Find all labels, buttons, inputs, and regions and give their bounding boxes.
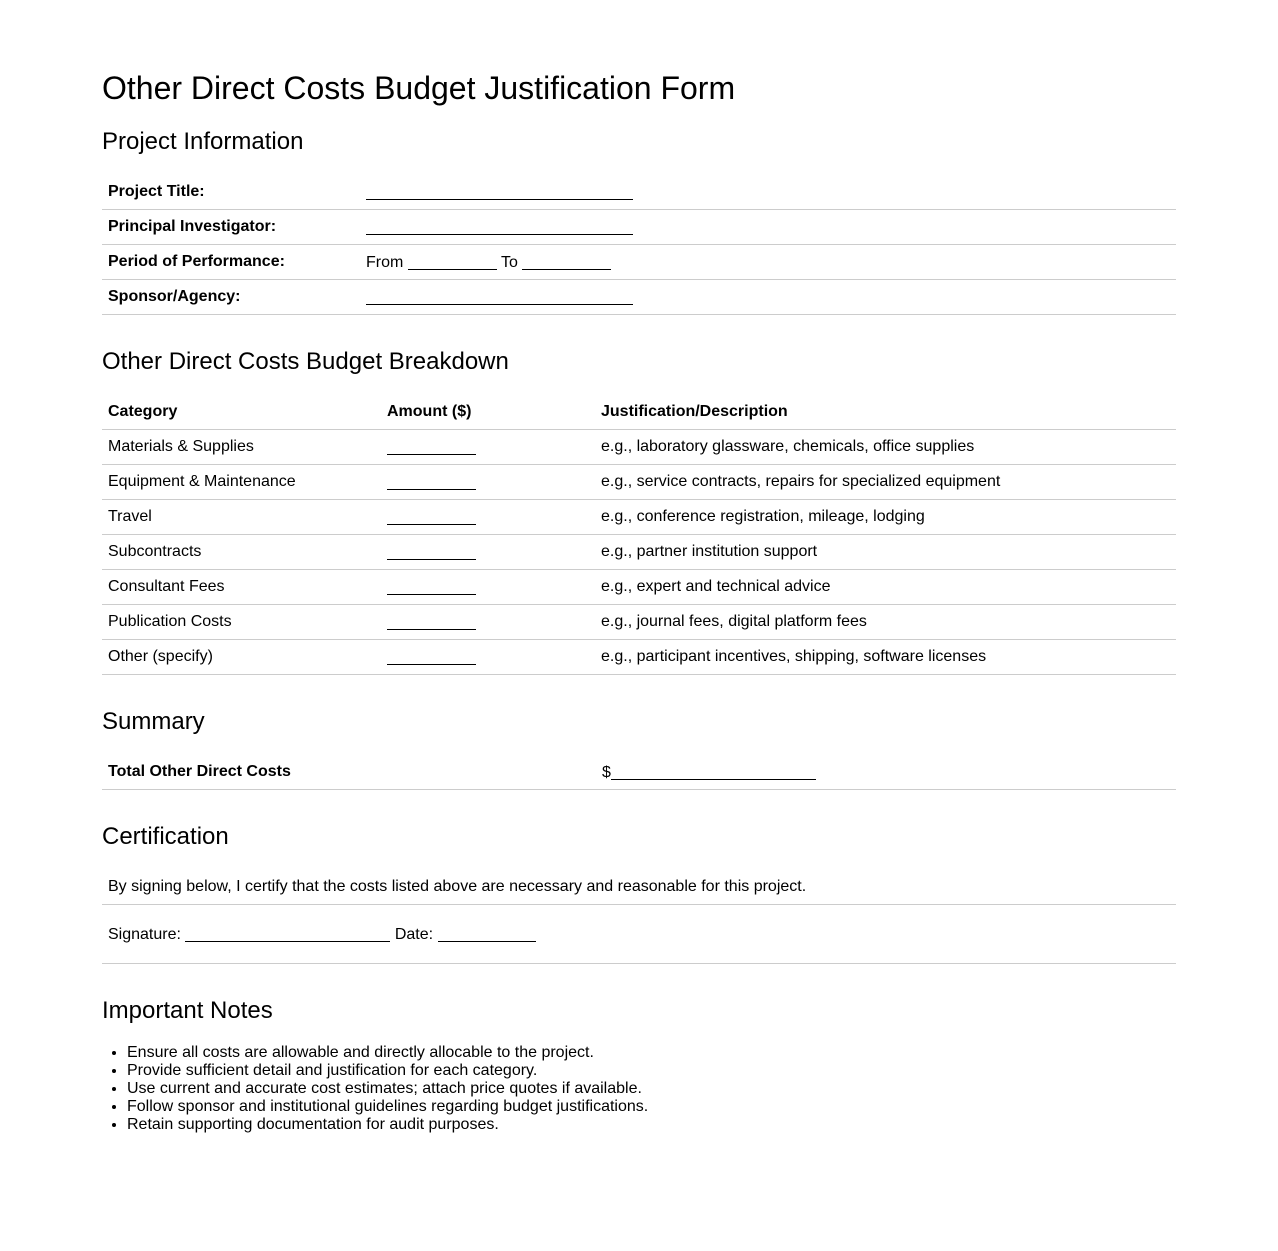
amount-blank[interactable] bbox=[387, 473, 476, 490]
breakdown-header-row bbox=[102, 395, 1176, 430]
project-info-heading: Project Information bbox=[102, 128, 304, 155]
date-blank[interactable] bbox=[438, 925, 536, 942]
summary-heading: Summary bbox=[102, 708, 205, 735]
list-item: • Retain supporting documentation for audit purposes. bbox=[127, 1116, 648, 1134]
col-category: Category bbox=[102, 395, 381, 430]
category-cell: Other (specify) bbox=[102, 640, 381, 675]
statement-row bbox=[102, 870, 1176, 905]
summary-table bbox=[102, 755, 1176, 790]
total-row bbox=[102, 755, 1176, 790]
category-cell: Publication Costs bbox=[102, 605, 381, 640]
sponsor-blank[interactable] bbox=[366, 288, 633, 305]
period-row bbox=[102, 245, 1176, 280]
col-amount: Amount ($) bbox=[381, 395, 595, 430]
notes-heading: Important Notes bbox=[102, 997, 273, 1024]
project-title-label: Project Title: bbox=[102, 175, 360, 210]
table-row bbox=[102, 535, 1176, 570]
period-to-label: To bbox=[500, 253, 518, 271]
total-blank[interactable] bbox=[611, 763, 816, 780]
amount-cell[interactable] bbox=[381, 605, 595, 640]
certification-table bbox=[102, 870, 1176, 964]
period-field bbox=[360, 245, 1176, 280]
amount-cell[interactable] bbox=[381, 535, 595, 570]
amount-cell[interactable] bbox=[381, 570, 595, 605]
signature-label: Signature: bbox=[108, 925, 181, 943]
total-label: Total Other Direct Costs bbox=[102, 755, 596, 790]
justification-cell: e.g., partner institution support bbox=[595, 535, 1176, 570]
certification-heading: Certification bbox=[102, 823, 229, 850]
sponsor-field[interactable] bbox=[360, 280, 1176, 315]
date-label: Date: bbox=[394, 925, 434, 943]
table-row bbox=[102, 500, 1176, 535]
signature-cell bbox=[102, 905, 1176, 964]
justification-cell: e.g., expert and technical advice bbox=[595, 570, 1176, 605]
list-item: • Use current and accurate cost estimates; attach price quotes if available. bbox=[127, 1080, 648, 1098]
project-title-row bbox=[102, 175, 1176, 210]
signature-row bbox=[102, 905, 1176, 964]
justification-cell: e.g., laboratory glassware, chemicals, office supplies bbox=[595, 430, 1176, 465]
period-from-blank[interactable] bbox=[408, 253, 497, 270]
project-title-blank[interactable] bbox=[366, 183, 633, 200]
notes-list bbox=[102, 1044, 648, 1134]
amount-cell[interactable] bbox=[381, 430, 595, 465]
pi-field[interactable] bbox=[360, 210, 1176, 245]
category-cell: Equipment & Maintenance bbox=[102, 465, 381, 500]
period-to-blank[interactable] bbox=[522, 253, 611, 270]
amount-blank[interactable] bbox=[387, 578, 476, 595]
page-title: Other Direct Costs Budget Justification Form bbox=[102, 70, 736, 106]
amount-blank[interactable] bbox=[387, 613, 476, 630]
category-cell: Travel bbox=[102, 500, 381, 535]
amount-cell[interactable] bbox=[381, 500, 595, 535]
table-row bbox=[102, 465, 1176, 500]
certification-statement: By signing below, I certify that the costs listed above are necessary and reasonable for this project. bbox=[102, 870, 1176, 905]
pi-label: Principal Investigator: bbox=[102, 210, 360, 245]
project-info-table bbox=[102, 175, 1176, 315]
justification-cell: e.g., journal fees, digital platform fees bbox=[595, 605, 1176, 640]
table-row bbox=[102, 570, 1176, 605]
amount-blank[interactable] bbox=[387, 508, 476, 525]
justification-cell: e.g., service contracts, repairs for specialized equipment bbox=[595, 465, 1176, 500]
amount-cell[interactable] bbox=[381, 640, 595, 675]
breakdown-table bbox=[102, 395, 1176, 675]
period-from-label: From bbox=[366, 253, 404, 271]
table-row bbox=[102, 640, 1176, 675]
table-row bbox=[102, 605, 1176, 640]
category-cell: Materials & Supplies bbox=[102, 430, 381, 465]
category-cell: Consultant Fees bbox=[102, 570, 381, 605]
amount-blank[interactable] bbox=[387, 543, 476, 560]
total-field[interactable] bbox=[596, 755, 1176, 790]
period-label: Period of Performance: bbox=[102, 245, 360, 280]
justification-cell: e.g., conference registration, mileage, lodging bbox=[595, 500, 1176, 535]
sponsor-label: Sponsor/Agency: bbox=[102, 280, 360, 315]
pi-blank[interactable] bbox=[366, 218, 633, 235]
list-item: • Ensure all costs are allowable and directly allocable to the project. bbox=[127, 1044, 648, 1062]
sponsor-row bbox=[102, 280, 1176, 315]
signature-blank[interactable] bbox=[185, 925, 390, 942]
list-item: • Follow sponsor and institutional guidelines regarding budget justifications. bbox=[127, 1098, 648, 1116]
currency-symbol: $ bbox=[602, 763, 611, 781]
amount-blank[interactable] bbox=[387, 438, 476, 455]
list-item: • Provide sufficient detail and justification for each category. bbox=[127, 1062, 648, 1080]
amount-cell[interactable] bbox=[381, 465, 595, 500]
project-title-field[interactable] bbox=[360, 175, 1176, 210]
breakdown-heading: Other Direct Costs Budget Breakdown bbox=[102, 348, 509, 375]
category-cell: Subcontracts bbox=[102, 535, 381, 570]
table-row bbox=[102, 430, 1176, 465]
pi-row bbox=[102, 210, 1176, 245]
justification-cell: e.g., participant incentives, shipping, software licenses bbox=[595, 640, 1176, 675]
amount-blank[interactable] bbox=[387, 648, 476, 665]
col-justification: Justification/Description bbox=[595, 395, 1176, 430]
